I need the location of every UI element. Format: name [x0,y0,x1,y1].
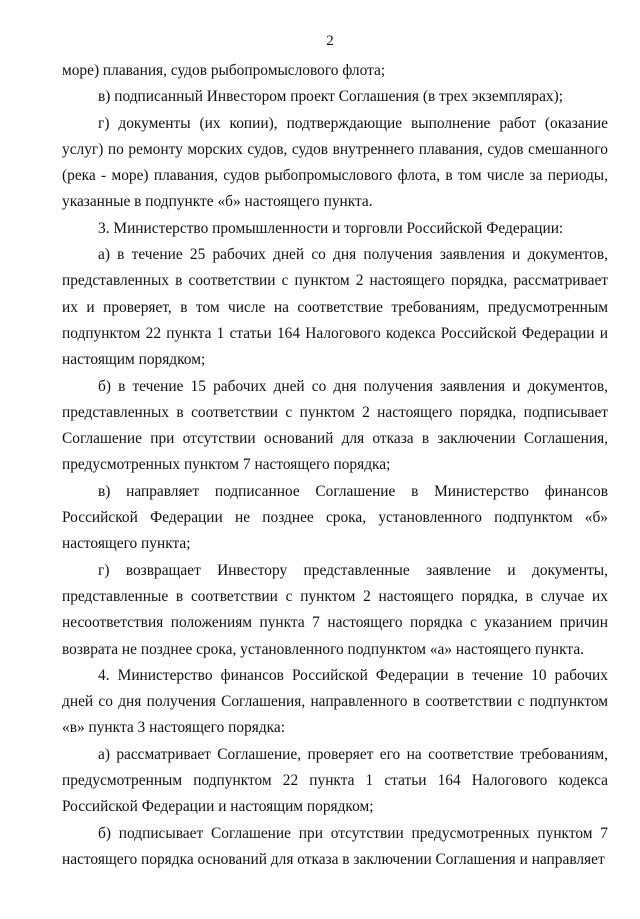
document-body [62,58,608,873]
paragraph-2g: г) документы (их копии), подтверждающие выполнение работ (оказание услуг) по ремонту морских судов, судов внутреннего плавания, судов смешанного (река - море) плавания, судов рыбопромыслового флота, в том числе за периоды, указанные в подпункте «б» настоящего пункта. [62,114,608,211]
paragraph-4b: б) подписывает Соглашение при отсутствии предусмотренных пунктом 7 настоящего порядка оснований для отказа в заключении Соглашения и направляет [62,824,608,868]
paragraph-4: 4. Министерство финансов Российской Федерации в течение 10 рабочих дней со дня получения Соглашения, направленного в соответствии с подпунктом «в» пункта 3 настоящего порядка: [62,666,608,737]
paragraph-3b: б) в течение 15 рабочих дней со дня получения заявления и документов, представленных в соответствии с пунктом 2 настоящего порядка, подписывает Соглашение при отсутствии оснований для отказа в заключении Соглашения, предусмотренных пунктом 7 настоящего порядка; [62,377,608,474]
paragraph-continuation: море) плавания, судов рыбопромыслового флота; [62,62,386,79]
paragraph-3v: в) направляет подписанное Соглашение в Министерство финансов Российской Федерации не позднее срока, установленного подпунктом «б» настоящего пункта; [62,482,608,553]
paragraph-4a: а) рассматривает Соглашение, проверяет его на соответствие требованиям, предусмотренным подпунктом 22 пункта 1 статьи 164 Налогового кодекса Российской Федерации и настоящим порядком; [62,745,608,816]
paragraph-2v: в) подписанный Инвестором проект Соглашения (в трех экземплярах); [98,88,564,106]
paragraph-3g: г) возвращает Инвестору представленные заявление и документы, представленные в соответствии с пунктом 2 настоящего порядка, в случае их несоответствия положениям пункта 7 настоящего порядка с указанием причин возврата не позднее срока, установленного подпунктом «а» настоящего пункта. [62,561,608,658]
paragraph-3a: а) в течение 25 рабочих дней со дня получения заявления и документов, представленных в соответствии с пунктом 2 настоящего порядка, рассматривает их и проверяет, в том числе на соответствие требованиям, предусмотренным подпунктом 22 пункта 1 статьи 164 Налогового кодекса Российской Федерации и настоящим порядком; [62,246,608,369]
paragraph-3: 3. Министерство промышленности и торговли Российской Федерации: [98,219,564,237]
page-number: 2 [326,33,334,49]
